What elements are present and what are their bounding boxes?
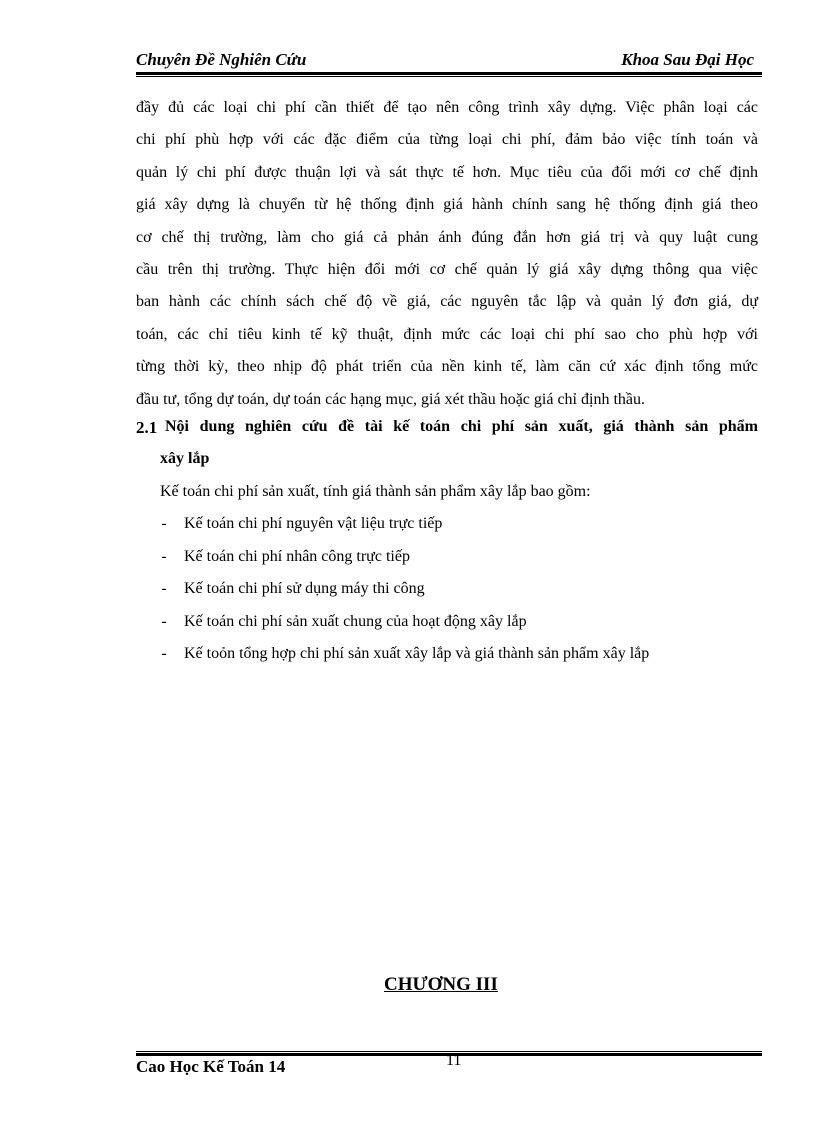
list-item-text: Kế toán chi phí sử dụng máy thi công bbox=[184, 580, 425, 598]
list-item bbox=[136, 640, 776, 673]
list-item bbox=[136, 510, 776, 543]
paragraph-line: quản lý chi phí được thuận lợi và sát thực tế hơn. Mục tiêu của đổi mới cơ chế định bbox=[136, 163, 758, 181]
header-rule-thick bbox=[136, 72, 762, 75]
list-item-text: Kế toán chi phí nguyên vật liệu trực tiếp bbox=[184, 515, 443, 532]
paragraph-line: cầu trên thị trường. Thực hiện đổi mới cơ chế quản lý giá xây dựng thông qua việc bbox=[136, 260, 758, 278]
list-item bbox=[136, 543, 776, 576]
paragraph-line: giá xây dựng là chuyển từ hệ thống định giá hành chính sang hệ thống định giá theo bbox=[136, 196, 758, 214]
header-title-left: Chuyên Đề Nghiên Cứu bbox=[136, 50, 307, 69]
section-number: 2.1 bbox=[136, 418, 158, 437]
section-intro: Kế toán chi phí sản xuất, tính giá thành sản phẩm xây lắp bao gồm: bbox=[160, 483, 591, 500]
list-item bbox=[136, 608, 776, 641]
bullet-dash: - bbox=[161, 612, 167, 630]
body-paragraph bbox=[136, 92, 758, 416]
bullet-dash: - bbox=[161, 547, 167, 565]
section-title-continued: xây lắp bbox=[160, 450, 210, 467]
list-item-text: Kế toán chi phí sản xuất chung của hoạt động xây lắp bbox=[184, 612, 527, 630]
list-item-text: Kế toỏn tổng hợp chi phí sản xuất xây lắp và giá thành sản phẩm xây lắp bbox=[184, 645, 650, 663]
bullet-dash: - bbox=[161, 645, 167, 663]
bullet-list bbox=[136, 510, 776, 673]
bullet-dash: - bbox=[161, 580, 167, 598]
paragraph-line: cơ chế thị trường, làm cho giá cả phản ánh đúng đắn hơn giá trị và quy luật cung bbox=[136, 228, 758, 246]
paragraph-line: đầy đủ các loại chi phí cần thiết để tạo nên công trình xây dựng. Việc phân loại các bbox=[136, 99, 758, 116]
paragraph-line: từng thời kỳ, theo nhịp độ phát triển của nền kinh tế, làm căn cứ xác định tổng mức bbox=[136, 358, 758, 376]
page-number: 11 bbox=[446, 1052, 462, 1069]
header-rule-thin bbox=[136, 76, 762, 77]
bullet-dash: - bbox=[161, 515, 167, 532]
paragraph-line: chi phí phù hợp với các đặc điểm của từng loại chi phí, đảm bảo việc tính toán và bbox=[136, 131, 758, 149]
footer-title: Cao Học Kế Toán 14 bbox=[136, 1057, 286, 1076]
paragraph-line: đầu tư, tổng dự toán, dự toán các hạng mục, giá xét thầu hoặc giá chỉ định thầu. bbox=[136, 390, 645, 408]
list-item bbox=[136, 575, 776, 608]
chapter-heading: CHƯƠNG III bbox=[384, 974, 498, 995]
paragraph-line: ban hành các chính sách chế độ về giá, các nguyên tắc lập và quản lý đơn giá, dự bbox=[136, 293, 758, 311]
section-title: Nội dung nghiên cứu đề tài kế toán chi phí sản xuất, giá thành sản phẩm bbox=[165, 418, 758, 435]
list-item-text: Kế toán chi phí nhân công trực tiếp bbox=[184, 547, 410, 565]
paragraph-line: toán, các chỉ tiêu kinh tế kỹ thuật, định mức các loại chi phí sao cho phù hợp với bbox=[136, 325, 758, 343]
header-title-right: Khoa Sau Đại Học bbox=[621, 50, 754, 69]
